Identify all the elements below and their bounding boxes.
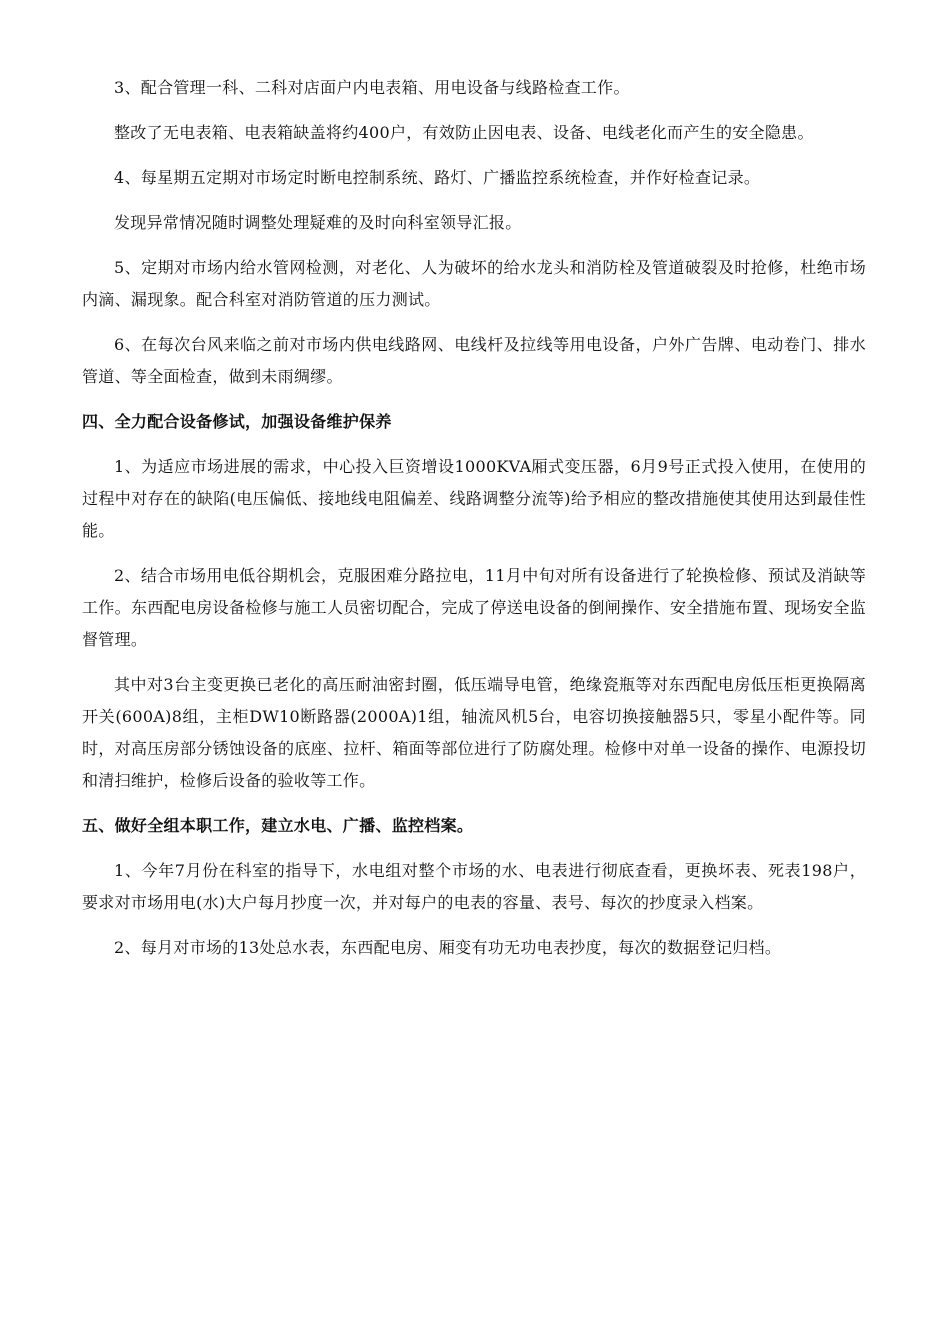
- paragraph-item-3: 3、配合管理一科、二科对店面户内电表箱、用电设备与线路检查工作。: [114, 78, 630, 97]
- paragraph-item-5: 5、定期对市场内给水管网检测，对老化、人为破坏的给水龙头和消防栓及管道破裂及时抢修，杜绝市场内滴、漏现象。配合科室对消防管道的压力测试。: [82, 258, 866, 309]
- paragraph-report-anomaly: 发现异常情况随时调整处理疑难的及时向科室领导汇报。: [114, 213, 522, 232]
- paragraph-item-4: 4、每星期五定期对市场定时断电控制系统、路灯、广播监控系统检查，并作好检查记录。: [114, 168, 761, 187]
- paragraph-transformer: 1、为适应市场进展的需求，中心投入巨资增设1000KVA厢式变压器，6月9号正式投入使用，在使用的过程中对存在的缺陷(电压偏低、接地线电阻偏差、线路调整分流等)给予相应的整改措施使其使用达到最佳性能。: [82, 457, 866, 540]
- section-heading-5: 五、做好全组本职工作，建立水电、广播、监控档案。: [82, 816, 474, 835]
- section-heading-4: 四、全力配合设备修试，加强设备维护保养: [82, 412, 392, 431]
- document-page: [82, 72, 866, 964]
- paragraph-monthly-reading: 2、每月对市场的13处总水表，东西配电房、厢变有功无功电表抄度，每次的数据登记归档。: [114, 938, 782, 957]
- paragraph-maintenance: 2、结合市场用电低谷期机会，克服困难分路拉电，11月中旬对所有设备进行了轮换检修、预试及消缺等工作。东西配电房设备检修与施工人员密切配合，完成了停送电设备的倒闸操作、安全措施布置、现场安全监督管理。: [82, 566, 866, 649]
- paragraph-meter-box-fix: 整改了无电表箱、电表箱缺盖将约400户，有效防止因电表、设备、电线老化而产生的安全隐患。: [114, 123, 814, 142]
- paragraph-meter-check: 1、今年7月份在科室的指导下，水电组对整个市场的水、电表进行彻底查看，更换坏表、死表198户，要求对市场用电(水)大户每月抄度一次，并对每户的电表的容量、表号、每次的抄度录入档案。: [82, 861, 866, 912]
- paragraph-replacement-details: 其中对3台主变更换已老化的高压耐油密封圈，低压端导电管，绝缘瓷瓶等对东西配电房低压柜更换隔离开关(600A)8组，主柜DW10断路器(2000A)1组，轴流风机5台，电容切换接触器5只，零星小配件等。同时，对高压房部分锈蚀设备的底座、拉杆、箱面等部位进行了防腐处理。检修中对单一设备的操作、电源投切和清扫维护，检修后设备的验收等工作。: [82, 675, 866, 790]
- paragraph-item-6: 6、在每次台风来临之前对市场内供电线路网、电线杆及拉线等用电设备，户外广告牌、电动卷门、排水管道、等全面检查，做到未雨绸缪。: [82, 335, 866, 386]
